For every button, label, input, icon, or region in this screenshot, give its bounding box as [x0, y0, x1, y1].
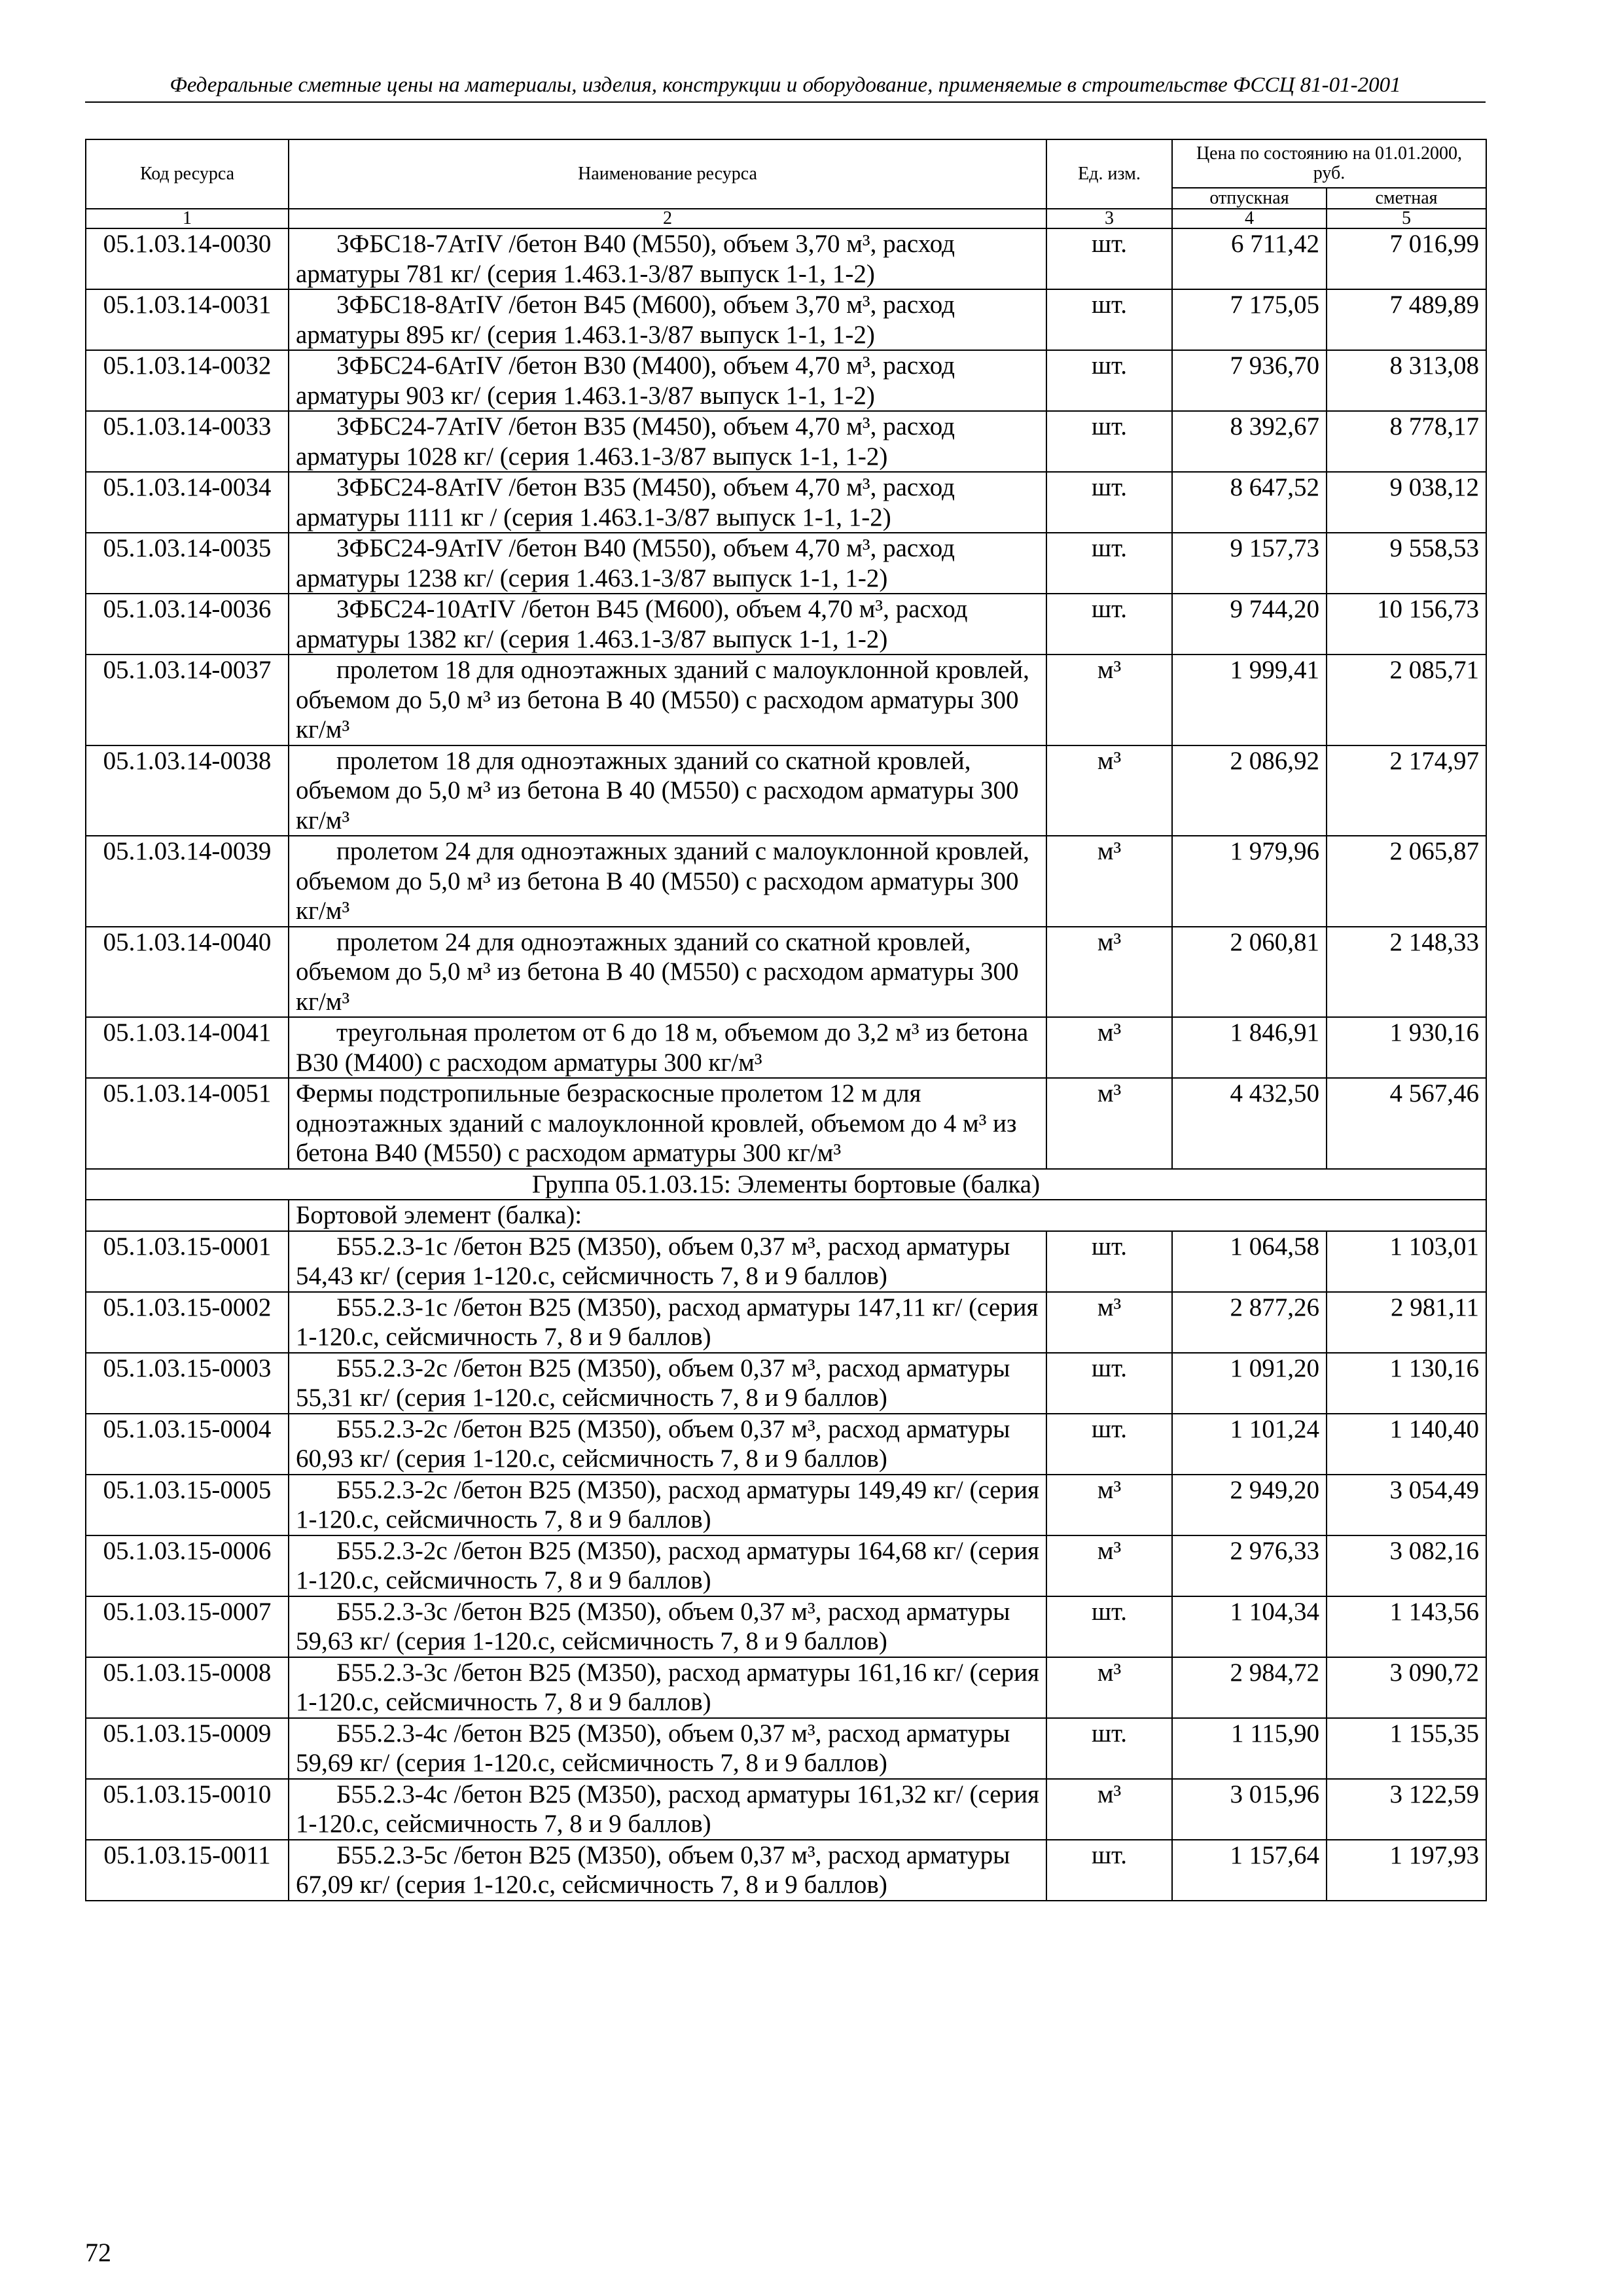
estimate-price: 1 143,56	[1327, 1596, 1486, 1657]
estimate-price: 2 085,71	[1327, 655, 1486, 745]
resource-code: 05.1.03.14-0036	[86, 594, 289, 655]
estimate-price: 7 016,99	[1327, 228, 1486, 289]
release-price: 4 432,50	[1172, 1078, 1327, 1169]
estimate-price: 2 065,87	[1327, 836, 1486, 927]
resource-code: 05.1.03.15-0008	[86, 1657, 289, 1718]
table-row	[86, 411, 1486, 472]
resource-unit: м³	[1046, 745, 1172, 836]
column-index: 2	[289, 209, 1046, 228]
document-header: Федеральные сметные цены на материалы, изделия, конструкции и оборудование, применяемые в строительстве ФССЦ 81-01-2001	[85, 73, 1486, 103]
estimate-price: 2 148,33	[1327, 927, 1486, 1018]
column-index: 1	[86, 209, 289, 228]
resource-code: 05.1.03.14-0038	[86, 745, 289, 836]
release-price: 2 086,92	[1172, 745, 1327, 836]
resource-code: 05.1.03.15-0003	[86, 1353, 289, 1414]
release-price: 1 157,64	[1172, 1840, 1327, 1901]
resource-unit: м³	[1046, 1535, 1172, 1596]
table-row	[86, 1078, 1486, 1169]
table-row	[86, 1535, 1486, 1596]
release-price: 8 392,67	[1172, 411, 1327, 472]
resource-code: 05.1.03.15-0010	[86, 1779, 289, 1840]
release-price: 2 060,81	[1172, 927, 1327, 1018]
resource-unit: шт.	[1046, 1231, 1172, 1292]
resource-name: пролетом 24 для одноэтажных зданий со скатной кровлей, объемом до 5,0 м³ из бетона В 40 (М550) с расходом арматуры 300 кг/м³	[289, 927, 1046, 1018]
resource-code: 05.1.03.14-0035	[86, 533, 289, 594]
resource-unit: м³	[1046, 836, 1172, 927]
release-price: 9 744,20	[1172, 594, 1327, 655]
release-price: 7 936,70	[1172, 350, 1327, 411]
estimate-price: 3 082,16	[1327, 1535, 1486, 1596]
group-subtitle: Бортовой элемент (балка):	[289, 1200, 1486, 1231]
resource-code: 05.1.03.15-0007	[86, 1596, 289, 1657]
estimate-price: 1 197,93	[1327, 1840, 1486, 1901]
release-price: 1 846,91	[1172, 1017, 1327, 1078]
resource-name: пролетом 18 для одноэтажных зданий со скатной кровлей, объемом до 5,0 м³ из бетона В 40 (М550) с расходом арматуры 300 кг/м³	[289, 745, 1046, 836]
estimate-price: 1 155,35	[1327, 1718, 1486, 1779]
resource-code: 05.1.03.14-0033	[86, 411, 289, 472]
table-row	[86, 1414, 1486, 1475]
table-row	[86, 745, 1486, 836]
column-index-row	[86, 209, 1486, 228]
resource-name: Б55.2.3-3с /бетон В25 (М350), объем 0,37 м³, расход арматуры 59,63 кг/ (серия 1-120.с, сейсмичность 7, 8 и 9 баллов)	[289, 1596, 1046, 1657]
release-price: 8 647,52	[1172, 472, 1327, 533]
resource-name: Б55.2.3-1с /бетон В25 (М350), расход арматуры 147,11 кг/ (серия 1-120.с, сейсмичность 7, 8 и 9 баллов)	[289, 1292, 1046, 1353]
resource-name: 3ФБС18-7АтIV /бетон В40 (М550), объем 3,70 м³, расход арматуры 781 кг/ (серия 1.463.1-3/87 выпуск 1-1, 1-2)	[289, 228, 1046, 289]
resource-unit: м³	[1046, 1475, 1172, 1535]
table-row	[86, 350, 1486, 411]
table-row	[86, 1657, 1486, 1718]
column-index: 5	[1327, 209, 1486, 228]
column-index: 4	[1172, 209, 1327, 228]
release-price: 1 101,24	[1172, 1414, 1327, 1475]
resource-name: Б55.2.3-4с /бетон В25 (М350), объем 0,37 м³, расход арматуры 59,69 кг/ (серия 1-120.с, сейсмичность 7, 8 и 9 баллов)	[289, 1718, 1046, 1779]
resource-code: 05.1.03.15-0001	[86, 1231, 289, 1292]
resource-unit: м³	[1046, 1779, 1172, 1840]
resource-unit: м³	[1046, 655, 1172, 745]
group-title-row	[86, 1169, 1486, 1200]
table-body-group-14	[86, 228, 1486, 1078]
resource-name: Б55.2.3-5с /бетон В25 (М350), объем 0,37 м³, расход арматуры 67,09 кг/ (серия 1-120.с, сейсмичность 7, 8 и 9 баллов)	[289, 1840, 1046, 1901]
table-body-trusses	[86, 1078, 1486, 1231]
estimate-price: 1 140,40	[1327, 1414, 1486, 1475]
header-unit: Ед. изм.	[1046, 139, 1172, 209]
resource-unit: шт.	[1046, 289, 1172, 350]
resource-unit: шт.	[1046, 533, 1172, 594]
resource-name: 3ФБС18-8АтIV /бетон В45 (М600), объем 3,70 м³, расход арматуры 895 кг/ (серия 1.463.1-3/87 выпуск 1-1, 1-2)	[289, 289, 1046, 350]
resource-unit: шт.	[1046, 594, 1172, 655]
resource-unit: шт.	[1046, 1353, 1172, 1414]
estimate-price: 8 313,08	[1327, 350, 1486, 411]
estimate-price: 1 103,01	[1327, 1231, 1486, 1292]
resource-name: Б55.2.3-3с /бетон В25 (М350), расход арматуры 161,16 кг/ (серия 1-120.с, сейсмичность 7, 8 и 9 баллов)	[289, 1657, 1046, 1718]
group-title: Группа 05.1.03.15: Элементы бортовые (балка)	[86, 1169, 1486, 1200]
estimate-price: 1 930,16	[1327, 1017, 1486, 1078]
resource-name: пролетом 18 для одноэтажных зданий с малоуклонной кровлей, объемом до 5,0 м³ из бетона В 40 (М550) с расходом арматуры 300 кг/м³	[289, 655, 1046, 745]
resource-name: 3ФБС24-7АтIV /бетон В35 (М450), объем 4,70 м³, расход арматуры 1028 кг/ (серия 1.463.1-3/87 выпуск 1-1, 1-2)	[289, 411, 1046, 472]
resource-unit: шт.	[1046, 350, 1172, 411]
table-row	[86, 836, 1486, 927]
table-row	[86, 1840, 1486, 1901]
table-row	[86, 927, 1486, 1018]
resource-code: 05.1.03.14-0051	[86, 1078, 289, 1169]
page-number: 72	[85, 2238, 111, 2267]
release-price: 1 115,90	[1172, 1718, 1327, 1779]
header-release-price: отпускная	[1172, 188, 1327, 209]
resource-code: 05.1.03.14-0030	[86, 228, 289, 289]
release-price: 2 877,26	[1172, 1292, 1327, 1353]
resource-unit: м³	[1046, 1292, 1172, 1353]
estimate-price: 3 054,49	[1327, 1475, 1486, 1535]
estimate-price: 7 489,89	[1327, 289, 1486, 350]
resource-code: 05.1.03.14-0034	[86, 472, 289, 533]
resource-code: 05.1.03.15-0002	[86, 1292, 289, 1353]
resource-unit: м³	[1046, 927, 1172, 1018]
estimate-price: 4 567,46	[1327, 1078, 1486, 1169]
release-price: 2 949,20	[1172, 1475, 1327, 1535]
estimate-price: 2 981,11	[1327, 1292, 1486, 1353]
estimate-price: 3 090,72	[1327, 1657, 1486, 1718]
resource-unit: шт.	[1046, 228, 1172, 289]
release-price: 6 711,42	[1172, 228, 1327, 289]
release-price: 1 979,96	[1172, 836, 1327, 927]
resource-name: Б55.2.3-2с /бетон В25 (М350), расход арматуры 149,49 кг/ (серия 1-120.с, сейсмичность 7, 8 и 9 баллов)	[289, 1475, 1046, 1535]
resource-name: Б55.2.3-2с /бетон В25 (М350), объем 0,37 м³, расход арматуры 55,31 кг/ (серия 1-120.с, сейсмичность 7, 8 и 9 баллов)	[289, 1353, 1046, 1414]
estimate-price: 3 122,59	[1327, 1779, 1486, 1840]
table-row	[86, 1231, 1486, 1292]
table-row	[86, 1292, 1486, 1353]
resource-unit: шт.	[1046, 1596, 1172, 1657]
release-price: 3 015,96	[1172, 1779, 1327, 1840]
release-price: 2 984,72	[1172, 1657, 1327, 1718]
resource-unit: шт.	[1046, 1718, 1172, 1779]
empty-cell	[86, 1200, 289, 1231]
resource-code: 05.1.03.14-0037	[86, 655, 289, 745]
resource-unit: м³	[1046, 1657, 1172, 1718]
resource-code: 05.1.03.14-0041	[86, 1017, 289, 1078]
resource-name: Б55.2.3-2с /бетон В25 (М350), расход арматуры 164,68 кг/ (серия 1-120.с, сейсмичность 7, 8 и 9 баллов)	[289, 1535, 1046, 1596]
table-row	[86, 1718, 1486, 1779]
estimate-price: 9 558,53	[1327, 533, 1486, 594]
table-row	[86, 533, 1486, 594]
release-price: 2 976,33	[1172, 1535, 1327, 1596]
release-price: 1 104,34	[1172, 1596, 1327, 1657]
resource-name: Б55.2.3-1с /бетон В25 (М350), объем 0,37 м³, расход арматуры 54,43 кг/ (серия 1-120.с, сейсмичность 7, 8 и 9 баллов)	[289, 1231, 1046, 1292]
resource-name: пролетом 24 для одноэтажных зданий с малоуклонной кровлей, объемом до 5,0 м³ из бетона В 40 (М550) с расходом арматуры 300 кг/м³	[289, 836, 1046, 927]
table-row	[86, 1596, 1486, 1657]
group-subtitle-row	[86, 1200, 1486, 1231]
table-row	[86, 289, 1486, 350]
header-price: Цена по состоянию на 01.01.2000, руб.	[1172, 139, 1486, 188]
estimate-price: 2 174,97	[1327, 745, 1486, 836]
resource-unit: шт.	[1046, 472, 1172, 533]
resource-name: 3ФБС24-10АтIV /бетон В45 (М600), объем 4,70 м³, расход арматуры 1382 кг/ (серия 1.463.1-3/87 выпуск 1-1, 1-2)	[289, 594, 1046, 655]
resource-unit: м³	[1046, 1078, 1172, 1169]
release-price: 1 999,41	[1172, 655, 1327, 745]
resource-unit: м³	[1046, 1017, 1172, 1078]
header-name: Наименование ресурса	[289, 139, 1046, 209]
resource-code: 05.1.03.14-0032	[86, 350, 289, 411]
table-row	[86, 1017, 1486, 1078]
release-price: 7 175,05	[1172, 289, 1327, 350]
resource-unit: шт.	[1046, 411, 1172, 472]
column-index: 3	[1046, 209, 1172, 228]
release-price: 1 091,20	[1172, 1353, 1327, 1414]
resource-unit: шт.	[1046, 1840, 1172, 1901]
table-row	[86, 1475, 1486, 1535]
release-price: 1 064,58	[1172, 1231, 1327, 1292]
resource-name: Б55.2.3-2с /бетон В25 (М350), объем 0,37 м³, расход арматуры 60,93 кг/ (серия 1-120.с, сейсмичность 7, 8 и 9 баллов)	[289, 1414, 1046, 1475]
resource-code: 05.1.03.14-0039	[86, 836, 289, 927]
resource-code: 05.1.03.14-0031	[86, 289, 289, 350]
resource-code: 05.1.03.14-0040	[86, 927, 289, 1018]
table-row	[86, 655, 1486, 745]
resource-name: Фермы подстропильные безраскосные пролетом 12 м для одноэтажных зданий с малоуклонной кровлей, объемом до 4 м³ из бетона В40 (М550) с расходом арматуры 300 кг/м³	[289, 1078, 1046, 1169]
estimate-price: 1 130,16	[1327, 1353, 1486, 1414]
price-table	[85, 139, 1487, 1901]
table-row	[86, 1779, 1486, 1840]
table-row	[86, 228, 1486, 289]
resource-code: 05.1.03.15-0006	[86, 1535, 289, 1596]
resource-name: 3ФБС24-9АтIV /бетон В40 (М550), объем 4,70 м³, расход арматуры 1238 кг/ (серия 1.463.1-3/87 выпуск 1-1, 1-2)	[289, 533, 1046, 594]
resource-code: 05.1.03.15-0011	[86, 1840, 289, 1901]
table-row	[86, 472, 1486, 533]
header-estimate-price: сметная	[1327, 188, 1486, 209]
estimate-price: 9 038,12	[1327, 472, 1486, 533]
resource-unit: шт.	[1046, 1414, 1172, 1475]
estimate-price: 10 156,73	[1327, 594, 1486, 655]
resource-name: 3ФБС24-8АтIV /бетон В35 (М450), объем 4,70 м³, расход арматуры 1111 кг / (серия 1.463.1-3/87 выпуск 1-1, 1-2)	[289, 472, 1046, 533]
resource-name: 3ФБС24-6АтIV /бетон В30 (М400), объем 4,70 м³, расход арматуры 903 кг/ (серия 1.463.1-3/87 выпуск 1-1, 1-2)	[289, 350, 1046, 411]
header-code: Код ресурса	[86, 139, 289, 209]
estimate-price: 8 778,17	[1327, 411, 1486, 472]
release-price: 9 157,73	[1172, 533, 1327, 594]
table-row	[86, 594, 1486, 655]
resource-code: 05.1.03.15-0009	[86, 1718, 289, 1779]
resource-name: треугольная пролетом от 6 до 18 м, объемом до 3,2 м³ из бетона В30 (М400) с расходом арматуры 300 кг/м³	[289, 1017, 1046, 1078]
table-row	[86, 1353, 1486, 1414]
resource-code: 05.1.03.15-0005	[86, 1475, 289, 1535]
table-body-group-15	[86, 1231, 1486, 1901]
resource-code: 05.1.03.15-0004	[86, 1414, 289, 1475]
resource-name: Б55.2.3-4с /бетон В25 (М350), расход арматуры 161,32 кг/ (серия 1-120.с, сейсмичность 7, 8 и 9 баллов)	[289, 1779, 1046, 1840]
